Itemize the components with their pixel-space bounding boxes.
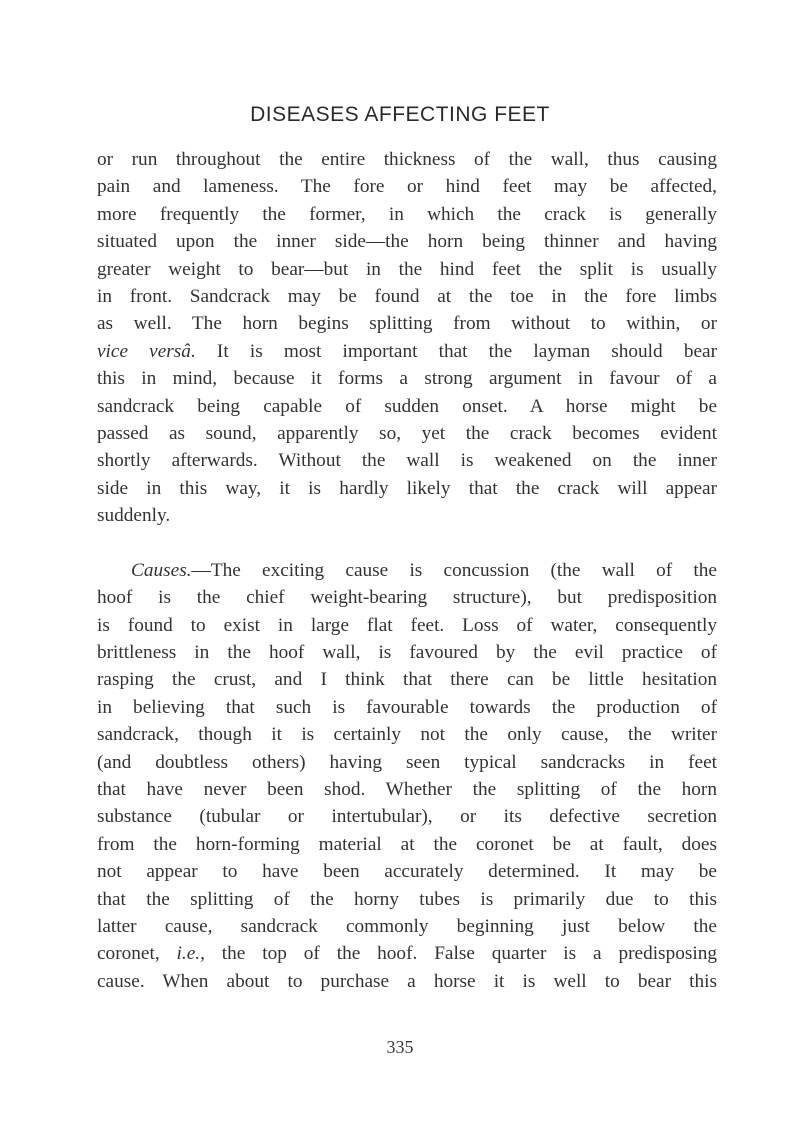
text-line: more frequently the former, in which the crack is generally	[97, 203, 717, 225]
text-run: —The exciting cause is concussion (the wall of the	[191, 559, 717, 581]
text-line: (and doubtless others) having seen typical sandcracks in feet	[97, 751, 717, 773]
text-line: this in mind, because it forms a strong argument in favour of a	[97, 368, 717, 390]
text-line: situated upon the inner side—the horn being thinner and having	[97, 231, 717, 253]
text-line: brittleness in the hoof wall, is favoured by the evil practice of	[97, 641, 717, 663]
text-line: not appear to have been accurately determined. It may be	[97, 861, 717, 883]
text-line: rasping the crust, and I think that there can be little hesitation	[97, 669, 717, 691]
text-line: in front. Sandcrack may be found at the toe in the fore limbs	[97, 286, 717, 308]
page-number: 335	[386, 1037, 414, 1057]
text-line	[97, 338, 717, 365]
text-line: that have never been shod. Whether the splitting of the horn	[97, 778, 717, 800]
text-line: sandcrack, though it is certainly not the only cause, the writer	[97, 724, 717, 746]
text-line: cause. When about to purchase a horse it is well to bear this	[97, 970, 717, 992]
text-line: as well. The horn begins splitting from without to within, or	[97, 313, 717, 335]
paragraph-causes	[97, 557, 717, 996]
text-line: passed as sound, apparently so, yet the crack becomes evident	[97, 423, 717, 445]
text-line: sandcrack being capable of sudden onset. A horse might be	[97, 395, 717, 417]
text-line	[97, 940, 717, 967]
text-run: coronet,	[97, 943, 177, 965]
text-line: or run throughout the entire thickness of the wall, thus causing	[97, 149, 717, 170]
text-run: It is most important that the layman should bear	[195, 340, 717, 362]
italic-phrase: i.e.	[176, 943, 201, 965]
text-line: shortly afterwards. Without the wall is weakened on the inner	[97, 450, 717, 472]
text-line: suddenly.	[97, 505, 171, 527]
text-line: side in this way, it is hardly likely that the crack will appear	[97, 477, 717, 499]
text-line: is found to exist in large flat feet. Loss of water, consequently	[97, 614, 717, 636]
text-line: substance (tubular or intertubular), or its defective secretion	[97, 806, 717, 828]
text-line: latter cause, sandcrack commonly beginning just below the	[97, 915, 717, 937]
body-text	[97, 146, 717, 995]
text-line: in believing that such is favourable towards the production of	[97, 696, 717, 718]
italic-phrase: vice versâ.	[97, 340, 196, 362]
text-line: pain and lameness. The fore or hind feet may be affected,	[97, 176, 717, 198]
text-line: from the horn-forming material at the coronet be at fault, does	[97, 833, 717, 855]
text-line	[97, 557, 717, 584]
text-line: that the splitting of the horny tubes is primarily due to this	[97, 888, 717, 910]
paragraph-sandcrack-description	[97, 146, 717, 530]
text-line: greater weight to bear—but in the hind feet the split is usually	[97, 258, 717, 280]
section-heading-causes: Causes.	[131, 559, 192, 581]
text-run: , the top of the hoof. False quarter is a predisposing	[200, 943, 717, 965]
running-head: DISEASES AFFECTING FEET	[250, 103, 550, 126]
text-line: hoof is the chief weight-bearing structure), but predisposition	[97, 587, 717, 609]
